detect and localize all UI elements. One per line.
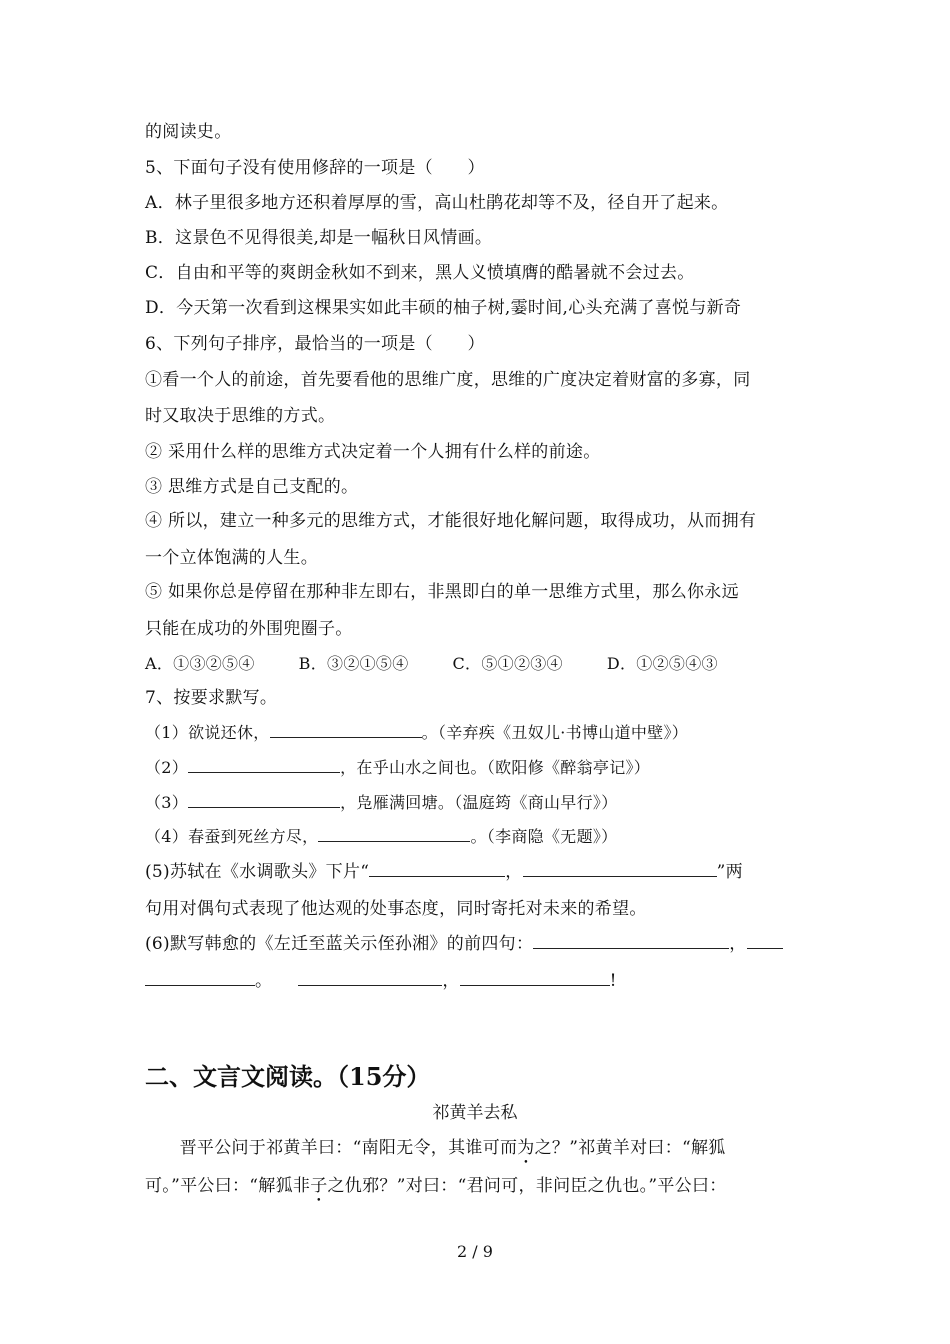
question-5-option-b: B．这景色不见得很美,却是一幅秋日风情画。	[145, 228, 493, 248]
item-6-prefix: (6)默写韩愈的《左迁至蓝关示侄孙湘》的前四句：	[145, 934, 534, 954]
answer-blank[interactable]	[460, 969, 610, 986]
passage-title: 祁黄羊去私	[432, 1103, 518, 1123]
answer-blank[interactable]	[145, 969, 255, 986]
answer-blank[interactable]	[747, 932, 783, 949]
question-5-stem: 5、下面句子没有使用修辞的一项是（ ）	[145, 158, 485, 178]
passage-line-2	[145, 1174, 727, 1206]
item-6-middle: ，	[729, 934, 747, 954]
item-1-prefix: （1）欲说还休，	[145, 723, 270, 742]
dictation-item-6-line-2	[145, 969, 617, 993]
dictation-item-2	[145, 756, 650, 780]
question-6-option-c: C．⑤①②③④	[452, 654, 563, 673]
dictation-item-5	[145, 860, 743, 884]
answer-blank[interactable]	[523, 860, 717, 877]
text-line: 的阅读史。	[145, 122, 232, 142]
answer-blank[interactable]	[533, 932, 729, 949]
answer-blank[interactable]	[188, 756, 340, 773]
passage-line-2-a: 可。”平公曰：“解狐非	[145, 1176, 311, 1196]
passage-line-2-b: 之仇邪？”对曰：“君问可，非问臣之仇也。”平公曰：	[327, 1176, 727, 1196]
answer-blank[interactable]	[270, 721, 422, 738]
question-6-option-d: D．①②⑤④③	[606, 654, 718, 673]
answer-blank[interactable]	[188, 791, 340, 808]
item-4-suffix: 。（李商隐《无题》）	[470, 827, 618, 846]
item-3-suffix: ，凫雁满回塘。（温庭筠《商山早行》）	[340, 793, 618, 812]
item-5-line-2: 句用对偶句式表现了他达观的处事态度，同时寄托对未来的希望。	[145, 899, 647, 919]
question-7-stem: 7、按要求默写。	[145, 688, 278, 708]
answer-blank[interactable]	[369, 860, 505, 877]
sentence-1-line-2: 时又取决于思维的方式。	[145, 406, 336, 426]
item-6-separator-2: ，	[442, 971, 460, 991]
item-5-prefix: (5)苏轼在《水调歌头》下片“	[145, 862, 370, 882]
answer-blank[interactable]	[298, 969, 442, 986]
item-5-suffix: ”两	[716, 862, 743, 882]
item-1-suffix: 。（辛弃疾《丑奴儿·书博山道中壁》）	[421, 723, 689, 742]
dictation-item-6	[145, 932, 783, 956]
section-2-heading: 二、文言文阅读。（15分）	[145, 1062, 431, 1091]
sentence-2: ② 采用什么样的思维方式决定着一个人拥有什么样的前途。	[145, 442, 601, 462]
question-6-stem: 6、下列句子排序，最恰当的一项是（ ）	[145, 334, 485, 354]
question-6-options	[145, 652, 718, 676]
item-5-middle: ，	[505, 862, 523, 882]
question-5-option-a: A．林子里很多地方还积着厚厚的雪，高山杜鹃花却等不及，径自开了起来。	[145, 193, 729, 213]
item-6-separator-1: 。	[255, 971, 273, 991]
dictation-item-4	[145, 825, 618, 849]
dictation-item-3	[145, 791, 618, 815]
question-5-option-d: D．今天第一次看到这棵果实如此丰硕的柚子树,霎时间,心头充满了喜悦与新奇	[145, 298, 742, 318]
item-2-prefix: （2）	[145, 758, 189, 777]
sentence-5-line-2: 只能在成功的外围兜圈子。	[145, 619, 353, 639]
sentence-1-line-1: ①看一个人的前途，首先要看他的思维广度，思维的广度决定着财富的多寡，同	[145, 370, 751, 390]
passage-line-1	[145, 1136, 726, 1168]
sentence-4-line-2: 一个立体饱满的人生。	[145, 548, 318, 568]
emphasis-char: 为	[517, 1138, 535, 1158]
passage-line-1-b: 之？”祁黄羊对曰：“解狐	[534, 1138, 726, 1158]
item-4-prefix: （4）春蚕到死丝方尽，	[145, 827, 319, 846]
item-3-prefix: （3）	[145, 793, 189, 812]
answer-blank[interactable]	[318, 825, 470, 842]
item-6-end: !	[609, 971, 617, 991]
item-2-suffix: ，在乎山水之间也。（欧阳修《醉翁亭记》）	[340, 758, 651, 777]
emphasis-char: 子	[310, 1176, 328, 1196]
page-number: 2 / 9	[457, 1242, 493, 1261]
passage-line-1-a: 晋平公问于祁黄羊曰：“南阳无令，其谁可而	[145, 1138, 518, 1158]
question-6-option-a: A．①③②⑤④	[145, 654, 255, 673]
sentence-4-line-1: ④ 所以，建立一种多元的思维方式，才能很好地化解问题，取得成功，从而拥有	[145, 511, 757, 531]
sentence-5-line-1: ⑤ 如果你总是停留在那种非左即右，非黑即白的单一思维方式里，那么你永远	[145, 582, 739, 602]
dictation-item-1	[145, 721, 688, 745]
question-5-option-c: C．自由和平等的爽朗金秋如不到来，黑人义愤填膺的酷暑就不会过去。	[145, 263, 695, 283]
question-6-option-b: B．③②①⑤④	[298, 654, 409, 673]
sentence-3: ③ 思维方式是自己支配的。	[145, 477, 359, 497]
